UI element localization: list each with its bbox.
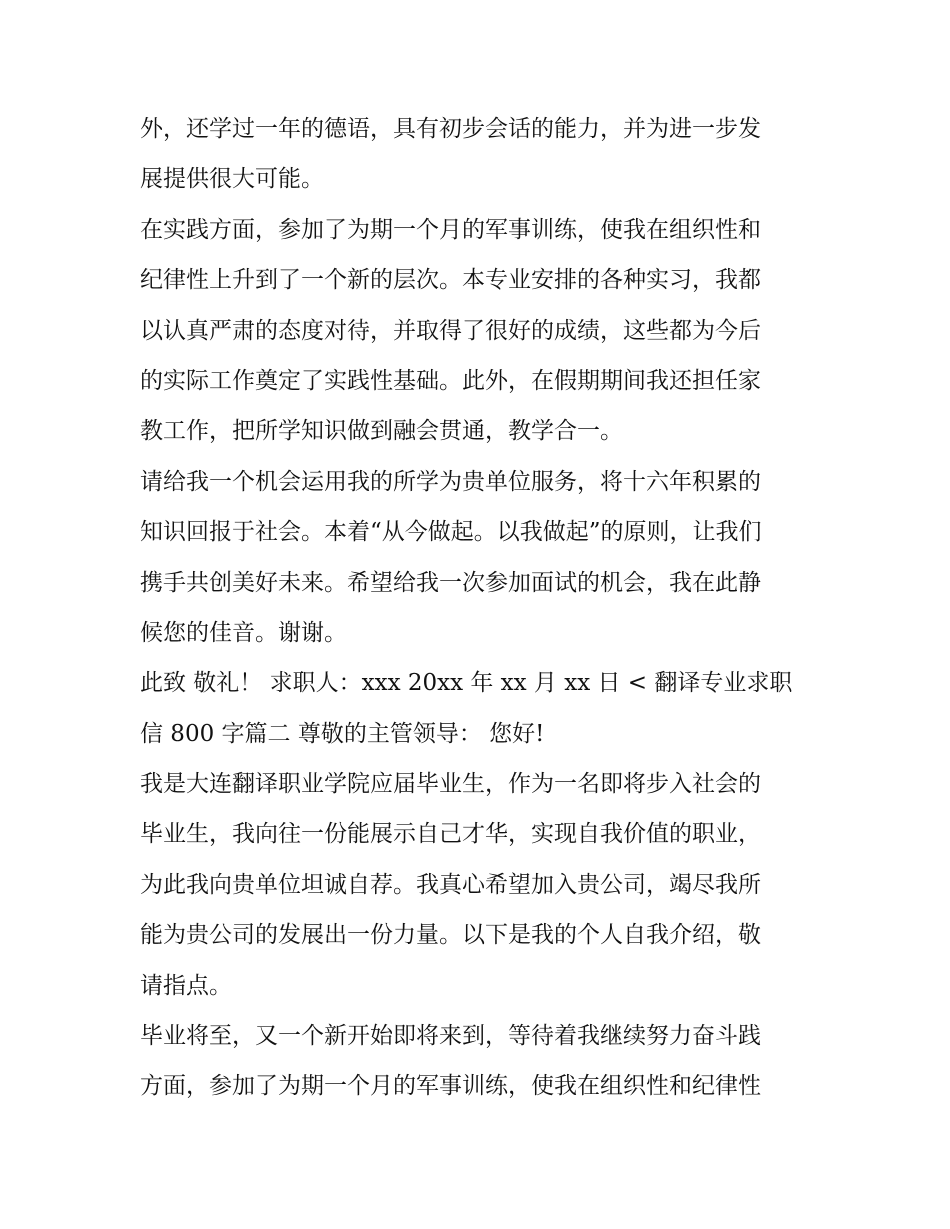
text-line: 信 800 字篇二 尊敬的主管领导： 您好! (140, 720, 545, 747)
text-line: 在实践方面，参加了为期一个月的军事训练，使我在组织性和 (140, 216, 761, 243)
text-line: 教工作，把所学知识做到融会贯通，教学合一。 (140, 418, 623, 445)
text-line: 纪律性上升到了一个新的层次。本专业安排的各种实习，我都 (140, 267, 761, 294)
text-line: 请给我一个机会运用我的所学为贵单位服务，将十六年积累的 (140, 468, 761, 495)
text-line: 展提供很大可能。 (140, 166, 324, 193)
text-line: 方面，参加了为期一个月的军事训练，使我在组织性和纪律性 (140, 1073, 761, 1100)
text-line: 请指点。 (140, 972, 232, 999)
text-line: 以认真严肃的态度对待，并取得了很好的成绩，这些都为今后 (140, 317, 761, 344)
document-body (140, 104, 820, 1112)
paragraph-closing-and-second-letter-heading (140, 658, 820, 759)
text-line: 毕业生，我向往一份能展示自己才华，实现自我价值的职业， (140, 821, 761, 848)
text-line: 知识回报于社会。本着“从今做起。以我做起”的原则，让我们 (140, 519, 762, 546)
paragraph-self-introduction (140, 759, 820, 1011)
text-line: 的实际工作奠定了实践性基础。此外，在假期期间我还担任家 (140, 367, 761, 394)
paragraph-request (140, 457, 820, 659)
text-line: 为此我向贵单位坦诚自荐。我真心希望加入贵公司，竭尽我所 (140, 871, 761, 898)
paragraph-graduation (140, 1011, 820, 1112)
text-line: 能为贵公司的发展出一份力量。以下是我的个人自我介绍，敬 (140, 922, 761, 949)
paragraph-practice (140, 205, 820, 457)
text-line: 携手共创美好未来。希望给我一次参加面试的机会，我在此静 (140, 569, 761, 596)
text-line: 此致 敬礼！ 求职人：xxx 20xx 年 xx 月 xx 日 < 翻译专业求职 (140, 670, 793, 697)
text-line: 我是大连翻译职业学院应届毕业生，作为一名即将步入社会的 (140, 771, 761, 798)
text-line: 候您的佳音。谢谢。 (140, 619, 347, 646)
text-line: 毕业将至，又一个新开始即将来到，等待着我继续努力奋斗践 (140, 1023, 761, 1050)
text-line: 外，还学过一年的德语，具有初步会话的能力，并为进一步发 (140, 116, 761, 142)
paragraph-german-study (140, 104, 820, 205)
